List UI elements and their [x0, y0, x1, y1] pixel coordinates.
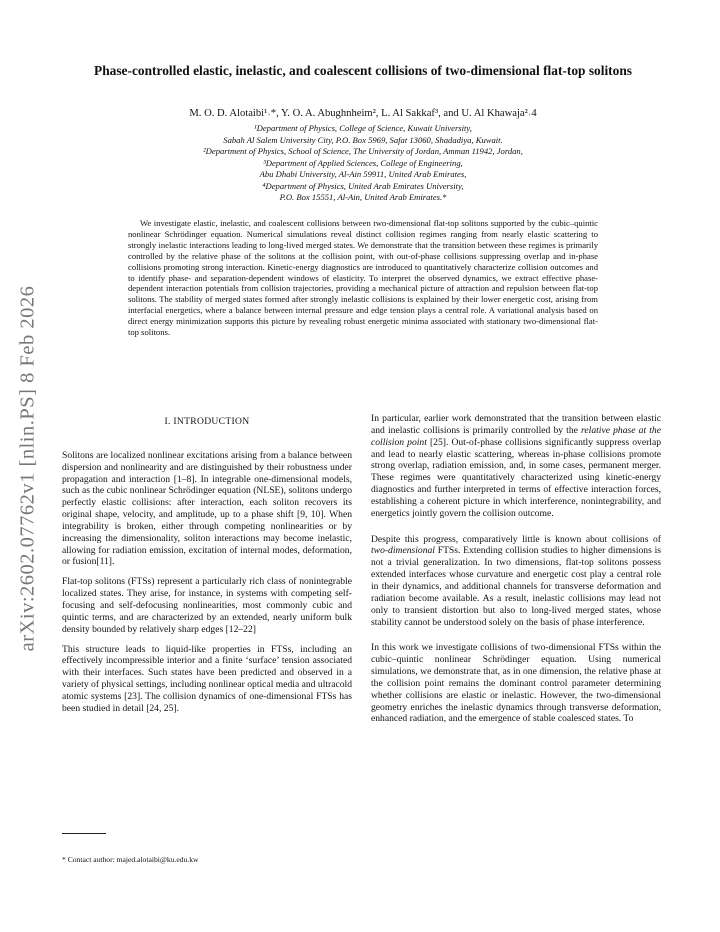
arxiv-identifier-text: arXiv:2602.07762v1 [nlin.PS] 8 Feb 2026	[16, 285, 39, 651]
paper-title: Phase-controlled elastic, inelastic, and coalescent collisions of two-dimensional flat-top solitons	[94, 63, 632, 78]
body-paragraph: This structure leads to liquid-like properties in FTSs, including an effectively incompressible interior and a finite ‘surface’ tension associated with their interfaces. Such states have been predicted and observed in a variety of physical settings, including nonlinear optical media and ultracold atomic systems [23]. The collision dynamics of one-dimensional FTSs has been studied in detail [24, 25].	[62, 643, 352, 714]
body-paragraph: Solitons are localized nonlinear excitations arising from a balance between dispersion and nonlinearity and are distinguished by their robustness under propagation and interaction [1–8]. In integrable one-dimensional models, such as the cubic nonlinear Schrödinger equation (NLSE), solitons undergo perfectly elastic collisions: after interaction, each soliton recovers its original shape, velocity, and amplitude, up to a phase shift [9, 10]. When integrability is broken, either through competing nonlinearities or by increasing the dimensionality, soliton interactions may become inelastic, allowing for radiation emission, excitation of internal modes, deformation, or fusion[11].	[62, 449, 352, 568]
body-text: FTSs. Extending collision studies to higher dimensions is not a trivial generalization. In two dimensions, flat-top solitons possess extended interfaces whose curvature and energetic cost play a central role in their dynamics, and additional channels for transverse deformation and radiation become available. As a result, inelastic collisions may lead not only to transient distortion but also to long-lived merged states, whose stability cannot be understood solely on the basis of phase interference.	[371, 545, 661, 628]
body-text: [25]. Out-of-phase collisions significantly suppress overlap and lead to nearly elastic scattering, whereas in-phase collisions promote strong overlap, radiation emission, and, in some cases, permanent merger. These regimes were quantitatively characterized using kinetic-energy diagnostics and further interpreted in terms of effective interaction forces, establishing a coherent picture in which interference, nonintegrability, and energetics jointly govern the collision outcome.	[371, 436, 662, 519]
footnote-rule	[62, 833, 106, 834]
right-column	[371, 413, 661, 733]
footnote: * Contact author: majed.alotaibi@ku.edu.kw	[62, 855, 199, 864]
affiliation-line: Sabah Al Salem University City, P.O. Box 5969, Safat 13060, Shadadiya, Kuwait.	[223, 134, 503, 145]
author-list: M. O. D. Alotaibi¹˒*, Y. O. A. Abughnheim², L. Al Sakkaf³, and U. Al Khawaja²˒4	[189, 108, 537, 119]
section-heading: I. INTRODUCTION	[164, 416, 250, 427]
affiliation-line: ⁴Department of Physics, United Arab Emirates University,	[262, 180, 464, 191]
body-paragraph: In this work we investigate collisions of two-dimensional FTSs within the cubic–quintic nonlinear Schrödinger equation. Using numerical simulations, we demonstrate that, as in one dimension, the relative phase at the collision point remains the dominant control parameter determining whether collisions are elastic or inelastic. However, the two-dimensional geometry enriches the inelastic dynamics through transverse deformation, enhanced radiation, and the emergence of stable coalesced states. To	[371, 642, 661, 725]
arxiv-identifier-stamp	[8, 258, 48, 678]
affiliation-line: P.O. Box 15551, Al-Ain, United Arab Emirates.*	[279, 192, 447, 202]
abstract-paragraph: We investigate elastic, inelastic, and coalescent collisions between two-dimensional flat-top solitons supported by the cubic–quintic nonlinear Schrödinger equation. Numerical simulations reveal distinct collision regimes ranging from nearly elastic scattering to strongly inelastic interactions leading to long-lived merged states. We demonstrate that the transition between these regimes is primarily controlled by the relative phase of the solitons at the collision point, with out-of-phase collisions suppressing overlap and in-phase collisions promoting strong interaction. Kinetic-energy diagnostics are introduced to quantitatively characterize collision outcomes and to identify phase- and separation-dependent windows of elasticity. To interpret the observed dynamics, we extract effective phase-dependent interaction potentials from collision trajectories, providing a mechanical picture of attraction and repulsion between flat-top solitons. The stability of merged states formed after strongly inelastic collisions is explained by their lower energetic cost, arising from interfacial energetics, where a balance between internal pressure and edge tension plays a central role. A variational analysis based on direct energy minimization supports this picture by revealing robust energetic minima associated with stationary two-dimensional flat-top solitons.	[128, 218, 598, 338]
affiliation-line: ³Department of Applied Sciences, College of Engineering,	[263, 157, 463, 168]
body-paragraph	[371, 534, 661, 629]
body-paragraph: Flat-top solitons (FTSs) represent a particularly rich class of nonintegrable localized states. They arise, for instance, in systems with competing self-focusing and self-defocusing nonlinearities, most commonly cubic and quintic terms, and are characterized by an extended, nearly uniform bulk density bounded by relatively sharp edges [12–22]	[62, 576, 352, 635]
affiliations-block	[58, 123, 668, 204]
affiliation-line: Abu Dhabi University, Al-Ain 59911, United Arab Emirates,	[259, 169, 467, 179]
body-paragraph	[371, 413, 661, 520]
body-text: Despite this progress, comparatively little is known about collisions of	[371, 533, 661, 545]
body-text: In particular, earlier work demonstrated that the transition between elastic and inelastic collisions is primarily controlled by the	[371, 413, 661, 436]
emphasized-text: relative phase at the collision point	[371, 424, 661, 448]
affiliation-line: ¹Department of Physics, College of Science, Kuwait University,	[254, 123, 472, 133]
affiliation-line: ²Department of Physics, School of Science, The University of Jordan, Amman 11942, Jordan,	[203, 146, 523, 156]
left-column	[62, 413, 352, 723]
emphasized-text: two-dimensional	[371, 545, 435, 557]
